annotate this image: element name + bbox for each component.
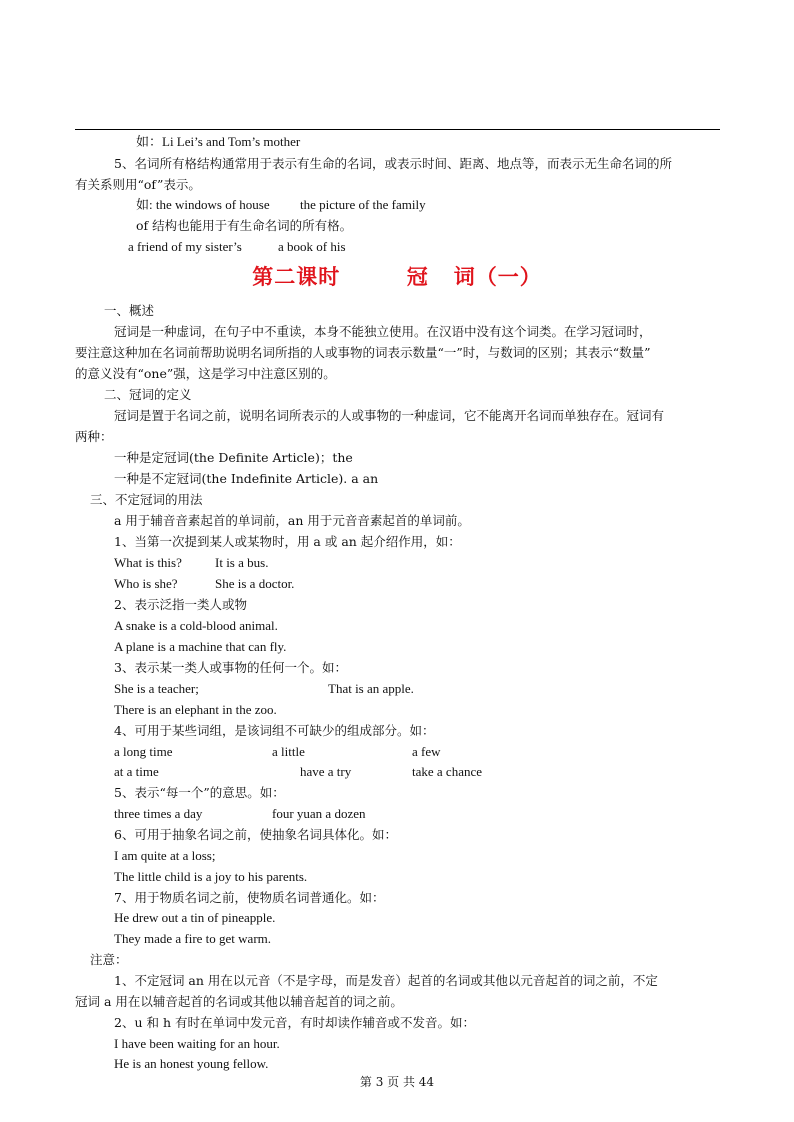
note-2-example: He is an honest young fellow. — [114, 1056, 269, 1071]
intro-line-5: of 结构也能用于有生命名词的所有格。 — [136, 218, 353, 233]
intro-example-d: a book of his — [278, 239, 346, 254]
note-1-line-1: 1、不定冠词 an 用在以元音（不是字母，而是发音）起首的名词或其他以元音起首的词之前，不定 — [114, 973, 658, 988]
usage-5: 5、表示“每一个”的意思。如： — [114, 785, 285, 800]
usage-3: 3、表示某一类人或事物的任何一个。如： — [114, 660, 347, 675]
usage-4-example: have a try — [300, 764, 352, 779]
usage-3-example: She is a teacher; — [114, 681, 199, 696]
sec2-para-4: 一种是不定冠词(the Indefinite Article). a an — [114, 471, 379, 486]
intro-line-2: 5、名词所有格结构通常用于表示有生命的名词，或表示时间、距离、地点等，而表示无生命名词的所 — [114, 156, 672, 171]
sec1-para-1: 冠词是一种虚词，在句子中不重读，本身不能独立使用。在汉语中没有这个词类。在学习冠词时， — [114, 324, 652, 339]
sec3-heading: 三、不定冠词的用法 — [90, 492, 203, 507]
usage-7: 7、用于物质名词之前，使物质名词普通化。如： — [114, 890, 385, 905]
usage-3-example: That is an apple. — [328, 681, 414, 696]
sec2-para-3: 一种是定冠词(the Definite Article)；the — [114, 450, 353, 465]
usage-1-example: She is a doctor. — [215, 576, 295, 591]
usage-2-example: A plane is a machine that can fly. — [114, 639, 287, 654]
sec1-heading: 一、概述 — [104, 303, 155, 318]
usage-4-example: take a chance — [412, 764, 483, 779]
lesson-title: 第二课时 冠 词（一） — [252, 265, 542, 289]
usage-1: 1、当第一次提到某人或某物时，用 a 或 an 起介绍作用，如： — [114, 534, 461, 549]
usage-5-example: four yuan a dozen — [272, 806, 366, 821]
note-1-line-2: 冠词 a 用在以辅音起首的名词或其他以辅音起首的词之前。 — [75, 994, 403, 1009]
sec2-heading: 二、冠词的定义 — [104, 387, 192, 402]
sec3-intro: a 用于辅音音素起首的单词前，an 用于元音音素起首的单词前。 — [114, 513, 470, 528]
usage-5-example: three times a day — [114, 806, 203, 821]
intro-line-1: 如：Li Lei’s and Tom’s mother — [136, 134, 301, 149]
note-heading: 注意： — [90, 952, 128, 967]
page-footer: 第 3 页 共 44 — [359, 1075, 435, 1089]
intro-example-b: the picture of the family — [300, 197, 426, 212]
usage-7-example: He drew out a tin of pineapple. — [114, 910, 276, 925]
usage-4-example: a long time — [114, 744, 173, 759]
usage-3-example: There is an elephant in the zoo. — [114, 702, 277, 717]
sec1-para-2: 要注意这种加在名词前帮助说明名词所指的人或事物的词表示数量“一”时，与数词的区别；其表示“数量” — [75, 345, 651, 360]
header-rule — [75, 129, 720, 130]
usage-4-example: a few — [412, 744, 441, 759]
usage-6: 6、可用于抽象名词之前，使抽象名词具体化。如： — [114, 827, 397, 842]
usage-4: 4、可用于某些词组，是该词组不可缺少的组成部分。如： — [114, 723, 435, 738]
usage-4-example: a little — [272, 744, 305, 759]
sec2-para-2: 两种： — [75, 429, 113, 444]
usage-7-example: They made a fire to get warm. — [114, 931, 272, 946]
note-2: 2、u 和 h 有时在单词中发元音，有时却读作辅音或不发音。如： — [114, 1015, 475, 1030]
usage-6-example: The little child is a joy to his parents. — [114, 869, 308, 884]
sec2-para-1: 冠词是置于名词之前，说明名词所表示的人或事物的一种虚词，它不能离开名词而单独存在。冠词有 — [114, 408, 665, 423]
usage-4-example: at a time — [114, 764, 159, 779]
note-2-example: I have been waiting for an hour. — [114, 1036, 280, 1051]
usage-1-example: What is this? — [114, 555, 182, 570]
usage-2-example: A snake is a cold-blood animal. — [114, 618, 278, 633]
usage-1-example: Who is she? — [114, 576, 178, 591]
usage-1-example: It is a bus. — [215, 555, 269, 570]
sec1-para-3: 的意义没有“one”强，这是学习中注意区别的。 — [75, 366, 336, 381]
usage-6-example: I am quite at a loss; — [114, 848, 216, 863]
intro-example-a: 如: the windows of house — [136, 197, 270, 212]
intro-example-c: a friend of my sister’s — [128, 239, 242, 254]
usage-2: 2、表示泛指一类人或物 — [114, 597, 247, 612]
intro-line-3: 有关系则用“of”表示。 — [75, 177, 201, 192]
